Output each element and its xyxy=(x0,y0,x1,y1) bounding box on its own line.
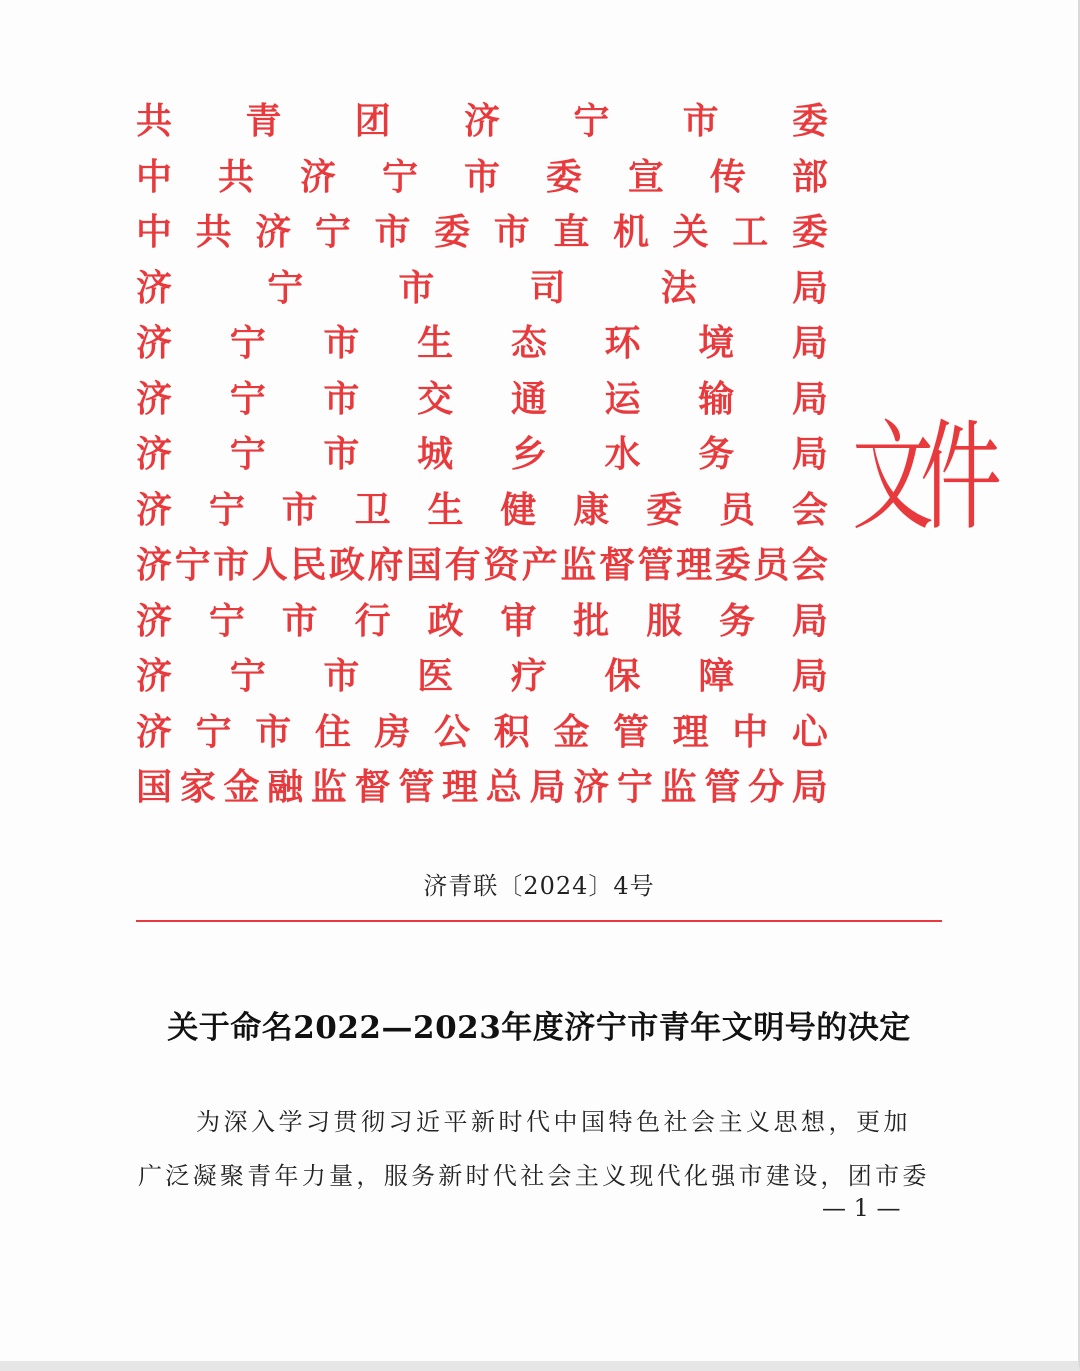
organization-char: 督 xyxy=(598,544,635,586)
organization-char: 市 xyxy=(463,155,500,198)
organization-char: 市 xyxy=(493,211,530,253)
organization-char: 运 xyxy=(604,377,641,420)
organization-line xyxy=(136,261,828,317)
organization-char: 管 xyxy=(637,544,674,586)
organization-char: 委 xyxy=(791,211,828,253)
organization-char: 部 xyxy=(791,155,828,198)
organization-char: 管 xyxy=(398,766,435,808)
body-paragraph-line: 广泛凝聚青年力量，服务新时代社会主义现代化强市建设，团市委 xyxy=(138,1162,930,1190)
organization-char: 局 xyxy=(791,655,828,697)
organization-char: 中 xyxy=(136,211,173,253)
organization-char: 济 xyxy=(136,433,173,475)
organization-char: 工 xyxy=(732,211,769,253)
organization-char: 济 xyxy=(136,322,173,364)
organization-char: 服 xyxy=(646,599,683,642)
organization-char: 国 xyxy=(136,766,173,808)
organization-char: 委 xyxy=(791,100,828,142)
organization-char: 审 xyxy=(500,599,537,642)
organization-char: 金 xyxy=(553,710,590,753)
organization-char: 市 xyxy=(323,322,360,364)
organization-char: 委 xyxy=(714,544,751,586)
organization-char: 团 xyxy=(354,100,391,142)
organization-char: 青 xyxy=(245,100,282,142)
organization-char: 乡 xyxy=(510,433,547,475)
organization-char: 直 xyxy=(553,211,590,253)
organization-char: 康 xyxy=(573,488,610,531)
organization-line xyxy=(136,649,828,705)
organization-char: 市 xyxy=(213,544,250,586)
organization-char: 中 xyxy=(732,710,769,753)
organization-char: 关 xyxy=(672,211,709,253)
organization-char: 政 xyxy=(427,599,464,642)
organization-char: 宁 xyxy=(195,710,232,753)
organization-char: 局 xyxy=(791,433,828,475)
organization-line xyxy=(136,427,828,483)
organization-char: 机 xyxy=(613,211,650,253)
organization-char: 会 xyxy=(791,544,828,586)
organization-char: 批 xyxy=(573,599,610,642)
organization-line xyxy=(136,316,828,372)
organization-char: 积 xyxy=(493,710,530,753)
organization-char: 宁 xyxy=(229,377,266,420)
organization-char: 监 xyxy=(560,544,597,586)
organization-char: 济 xyxy=(463,100,500,142)
organization-char: 管 xyxy=(613,710,650,753)
organization-char: 局 xyxy=(791,377,828,420)
organization-char: 局 xyxy=(791,599,828,642)
organization-char: 济 xyxy=(573,766,610,808)
organization-char: 市 xyxy=(323,377,360,420)
organization-char: 宁 xyxy=(229,322,266,364)
red-divider xyxy=(136,920,942,922)
organization-char: 理 xyxy=(442,766,479,808)
organization-char: 司 xyxy=(529,266,566,309)
organization-char: 市 xyxy=(323,655,360,697)
organization-char: 家 xyxy=(179,766,216,808)
body-text xyxy=(138,1095,938,1203)
body-paragraph-line: 为深入学习贯彻习近平新时代中国特色社会主义思想，更加 xyxy=(196,1108,911,1136)
organization-char: 宁 xyxy=(174,544,211,586)
organization-char: 生 xyxy=(417,322,454,364)
organization-char: 宁 xyxy=(229,433,266,475)
organization-char: 管 xyxy=(704,766,741,808)
organization-char: 水 xyxy=(604,433,641,475)
organization-char: 障 xyxy=(698,655,735,697)
organization-char: 疗 xyxy=(510,655,547,697)
organization-char: 济 xyxy=(136,488,173,531)
organization-char: 共 xyxy=(136,100,173,142)
organization-char: 态 xyxy=(510,322,547,364)
organization-char: 金 xyxy=(223,766,260,808)
organization-line xyxy=(136,372,828,428)
organization-char: 民 xyxy=(290,544,327,586)
organization-char: 公 xyxy=(434,710,471,753)
organization-char: 市 xyxy=(281,599,318,642)
issuing-organizations xyxy=(136,94,828,816)
organization-char: 通 xyxy=(510,377,547,420)
organization-char: 房 xyxy=(374,710,411,753)
organization-char: 委 xyxy=(545,155,582,198)
organization-char: 务 xyxy=(719,599,756,642)
organization-char: 市 xyxy=(374,211,411,253)
organization-char: 济 xyxy=(136,377,173,420)
organization-char: 市 xyxy=(323,433,360,475)
organization-char: 共 xyxy=(217,155,254,198)
organization-char: 保 xyxy=(604,655,641,697)
organization-char: 宁 xyxy=(208,599,245,642)
organization-char: 国 xyxy=(406,544,443,586)
organization-char: 输 xyxy=(698,377,735,420)
organization-char: 环 xyxy=(604,322,641,364)
organization-char: 市 xyxy=(281,488,318,531)
organization-char: 政 xyxy=(328,544,365,586)
organization-char: 局 xyxy=(529,766,566,808)
organization-char: 务 xyxy=(698,433,735,475)
organization-char: 济 xyxy=(299,155,336,198)
page-number: — 1 — xyxy=(822,1194,901,1222)
organization-char: 总 xyxy=(485,766,522,808)
organization-char: 有 xyxy=(444,544,481,586)
organization-char: 员 xyxy=(753,544,790,586)
organization-line xyxy=(136,150,828,206)
organization-char: 中 xyxy=(136,155,173,198)
organization-char: 监 xyxy=(660,766,697,808)
organization-char: 交 xyxy=(417,377,454,420)
document-number: 济青联〔2024〕4号 xyxy=(423,872,655,900)
organization-char: 理 xyxy=(672,710,709,753)
organization-char: 市 xyxy=(682,100,719,142)
organization-char: 员 xyxy=(719,488,756,531)
organization-char: 济 xyxy=(136,710,173,753)
organization-char: 局 xyxy=(791,766,828,808)
organization-char: 局 xyxy=(791,266,828,309)
organization-char: 督 xyxy=(354,766,391,808)
organization-char: 分 xyxy=(748,766,785,808)
organization-char: 监 xyxy=(310,766,347,808)
organization-char: 心 xyxy=(791,710,828,753)
organization-char: 济 xyxy=(136,266,173,309)
organization-char: 局 xyxy=(791,322,828,364)
organization-char: 宁 xyxy=(573,100,610,142)
organization-char: 传 xyxy=(709,155,746,198)
organization-line xyxy=(136,483,828,539)
organization-line xyxy=(136,538,828,594)
organization-char: 委 xyxy=(434,211,471,253)
organization-char: 宁 xyxy=(229,655,266,697)
organization-char: 共 xyxy=(195,211,232,253)
organization-char: 人 xyxy=(251,544,288,586)
organization-char: 宁 xyxy=(267,266,304,309)
document-title: 关于命名2022—2023年度济宁市青年文明号的决定 xyxy=(167,1010,911,1046)
organization-char: 宁 xyxy=(314,211,351,253)
organization-char: 宁 xyxy=(208,488,245,531)
organization-char: 委 xyxy=(646,488,683,531)
organization-char: 行 xyxy=(354,599,391,642)
organization-char: 健 xyxy=(500,488,537,531)
organization-char: 市 xyxy=(255,710,292,753)
organization-char: 会 xyxy=(791,488,828,531)
organization-line xyxy=(136,94,828,150)
organization-char: 法 xyxy=(660,266,697,309)
organization-char: 境 xyxy=(698,322,735,364)
organization-char: 生 xyxy=(427,488,464,531)
document-label: 文件 xyxy=(852,409,989,547)
organization-char: 济 xyxy=(136,599,173,642)
organization-char: 城 xyxy=(417,433,454,475)
organization-char: 市 xyxy=(398,266,435,309)
organization-char: 融 xyxy=(267,766,304,808)
organization-char: 宁 xyxy=(616,766,653,808)
organization-char: 济 xyxy=(136,655,173,697)
organization-line xyxy=(136,760,828,816)
organization-line xyxy=(136,594,828,650)
organization-char: 住 xyxy=(314,710,351,753)
organization-char: 理 xyxy=(676,544,713,586)
organization-char: 宁 xyxy=(381,155,418,198)
organization-char: 产 xyxy=(521,544,558,586)
organization-line xyxy=(136,705,828,761)
organization-char: 资 xyxy=(483,544,520,586)
organization-line xyxy=(136,205,828,261)
organization-char: 卫 xyxy=(354,488,391,531)
organization-char: 济 xyxy=(255,211,292,253)
organization-char: 宣 xyxy=(627,155,664,198)
organization-char: 济 xyxy=(136,544,173,586)
organization-char: 府 xyxy=(367,544,404,586)
organization-char: 医 xyxy=(417,655,454,697)
